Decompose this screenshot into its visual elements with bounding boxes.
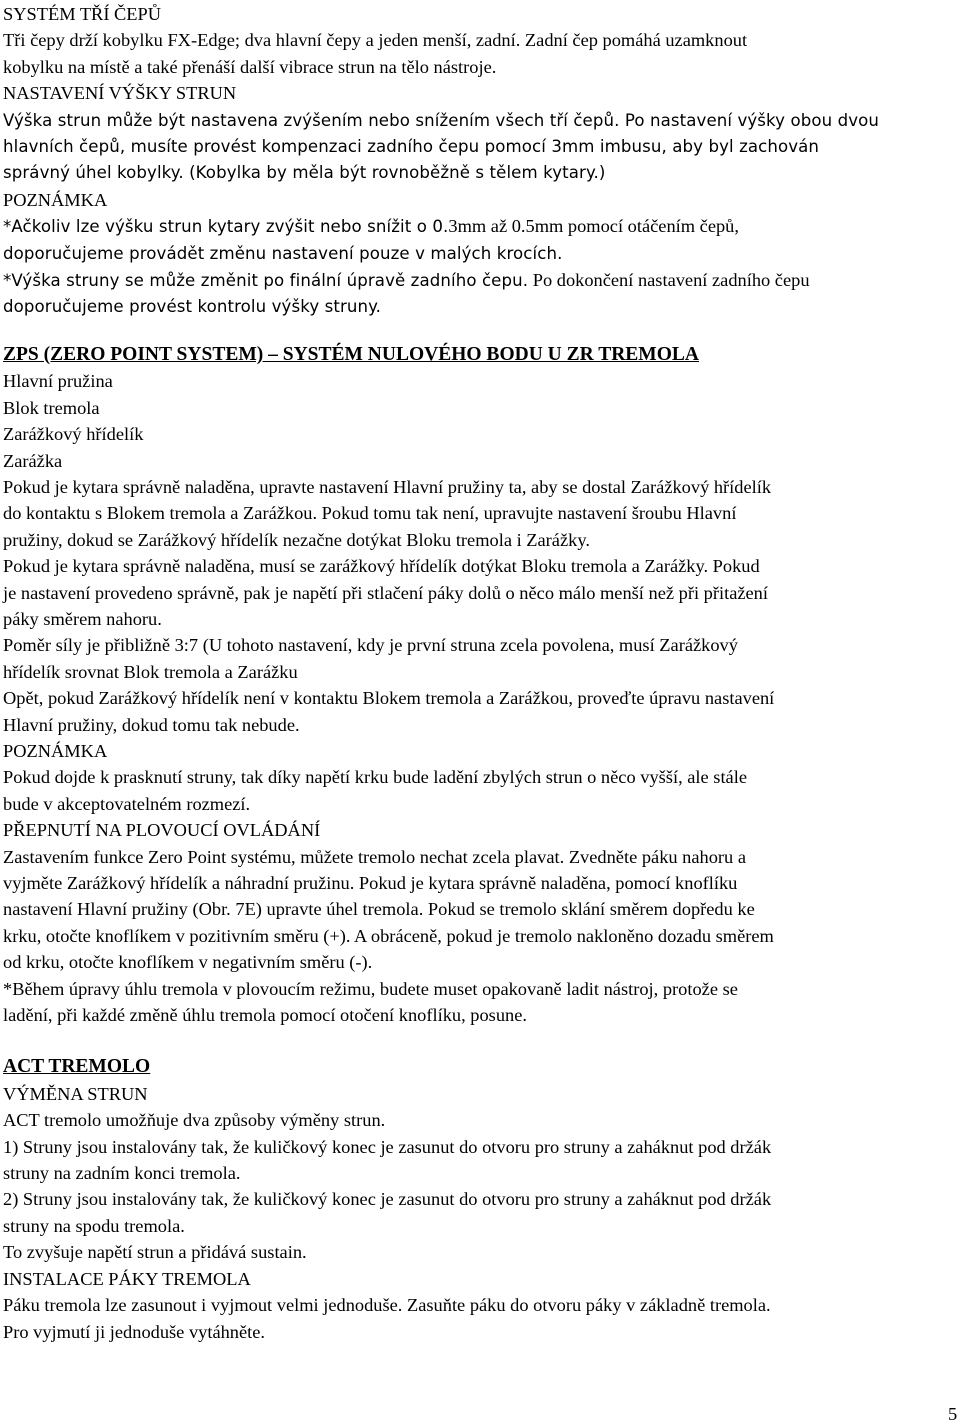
- subheading-floating-switch: PŘEPNUTÍ NA PLOVOUCÍ OVLÁDÁNÍ: [3, 820, 321, 841]
- paragraph-line: Pokud dojde k prasknutí struny, tak díky napětí krku bude ladění zbylých strun o něco vyšší, ale stále: [3, 767, 747, 788]
- paragraph-line: Pokud je kytara správně naladěna, upravte nastavení Hlavní pružiny ta, aby se dostal Zarážkový hřídelík: [3, 476, 772, 497]
- paragraph-line: Hlavní pružiny, dokud tomu tak nebude.: [3, 714, 300, 735]
- section-heading-zps: ZPS (ZERO POINT SYSTEM) – SYSTÉM NULOVÉHO BODU U ZR TREMOLA: [3, 343, 699, 365]
- paragraph-line: struny na spodu tremola.: [3, 1215, 185, 1236]
- paragraph-line: pružiny, dokud se Zarážkový hřídelík nezačne dotýkat Bloku tremola i Zarážky.: [3, 529, 590, 550]
- paragraph-line: kobylku na místě a také přenáší další vibrace strun na tělo nástroje.: [3, 56, 497, 77]
- paragraph-line: ladění, při každé změně úhlu tremola pomocí otočení knoflíku, posune.: [3, 1005, 527, 1026]
- part-label: Blok tremola: [3, 397, 100, 418]
- paragraph-line: Poměr síly je přibližně 3:7 (U tohoto nastavení, kdy je první struna zcela povolena, musí Zarážkový: [3, 635, 738, 656]
- part-label: Zarážka: [3, 450, 63, 471]
- paragraph-line: Tři čepy drží kobylku FX-Edge; dva hlavní čepy a jeden menší, zadní. Zadní čep pomáhá uzamknout: [3, 30, 748, 51]
- paragraph-line: Pro vyjmutí ji jednoduše vytáhněte.: [3, 1321, 266, 1342]
- paragraph-line: je nastavení provedeno správně, pak je napětí při stlačení páky dolů o něco málo menší než při přitažení: [3, 582, 768, 603]
- paragraph-line: 1) Struny jsou instalovány tak, že kuličkový konec je zasunut do otvoru pro struny a zaháknut pod držák: [3, 1136, 772, 1157]
- paragraph-line: *Během úpravy úhlu tremola v plovoucím režimu, budete muset opakovaně ladit nástroj, protože se: [3, 978, 738, 999]
- paragraph-line: hřídelík srovnat Blok tremola a Zarážku: [3, 661, 298, 682]
- paragraph-line: do kontaktu s Blokem tremola a Zarážkou. Pokud tomu tak není, upravujte nastavení šroubu Hlavní: [3, 503, 737, 524]
- paragraph-line: Páku tremola lze zasunout i vyjmout velmi jednoduše. Zasuňte páku do otvoru páky v základně tremola.: [3, 1295, 771, 1316]
- note-heading: POZNÁMKA: [3, 189, 108, 210]
- text-run: *Výška struny se může změnit po finální úpravě zadního čepu.: [3, 271, 529, 291]
- paragraph-line: krku, otočte knoflíkem v pozitivním směru (+). A obráceně, pokud je tremolo nakloněno dozadu směrem: [3, 925, 774, 946]
- text-run: Výška strun může být nastavena zvýšením nebo snížením všech tří čepů.: [3, 110, 620, 130]
- text-run: Po nastavení výšky obou dvou: [619, 110, 880, 130]
- paragraph-line: struny na zadním konci tremola.: [3, 1163, 241, 1184]
- paragraph-line: [3, 107, 958, 134]
- part-label: Zarážkový hřídelík: [3, 424, 144, 445]
- subheading-arm-install: INSTALACE PÁKY TREMOLA: [3, 1268, 251, 1289]
- text-run: 3mm až 0.5mm pomocí otáčením čepů,: [448, 216, 739, 237]
- paragraph-line: Zastavením funkce Zero Point systému, můžete tremolo nechat zcela plavat. Zvedněte páku nahoru a: [3, 846, 747, 867]
- paragraph-line: To zvyšuje napětí strun a přidává sustain.: [3, 1242, 307, 1263]
- paragraph-line: Opět, pokud Zarážkový hřídelík není v kontaktu Blokem tremola a Zarážkou, proveďte úpravu nastavení: [3, 688, 775, 709]
- paragraph-line: páky směrem nahoru.: [3, 608, 162, 629]
- paragraph-line: ACT tremolo umožňuje dva způsoby výměny strun.: [3, 1110, 386, 1131]
- note-heading: POZNÁMKA: [3, 740, 108, 761]
- section-heading-three-pin-system: SYSTÉM TŘÍ ČEPŮ: [3, 4, 162, 24]
- paragraph-line: vyjměte Zarážkový hřídelík a náhradní pružinu. Pokud je kytara správně naladěna, pomocí knoflíku: [3, 873, 738, 893]
- paragraph-line: [3, 213, 958, 240]
- document-page: [3, 1, 958, 1345]
- paragraph-line: 2) Struny jsou instalovány tak, že kuličkový konec je zasunut do otvoru pro struny a zaháknut pod držák: [3, 1189, 772, 1210]
- subheading-string-change: VÝMĚNA STRUN: [3, 1083, 148, 1104]
- paragraph-line: správný úhel kobylky. (Kobylka by měla být rovnoběžně s tělem kytary.): [3, 163, 606, 183]
- paragraph-line: doporučujeme provést kontrolu výšky struny.: [3, 297, 382, 317]
- paragraph-line: hlavních čepů, musíte provést kompenzaci zadního čepu pomocí 3mm imbusu, aby byl zachován: [3, 137, 820, 157]
- text-run: *Ačkoliv lze výšku strun kytary zvýšit nebo snížit o 0.: [3, 217, 449, 237]
- part-label: Hlavní pružina: [3, 371, 113, 392]
- subheading-string-height: NASTAVENÍ VÝŠKY STRUN: [3, 83, 237, 104]
- paragraph-line: doporučujeme provádět změnu nastavení pouze v malých krocích.: [3, 243, 563, 263]
- paragraph-line: bude v akceptovatelném rozmezí.: [3, 793, 251, 814]
- paragraph-line: [3, 267, 958, 294]
- page-number: 5: [948, 1404, 958, 1424]
- text-run: Po dokončení nastavení zadního čepu: [528, 270, 810, 291]
- paragraph-line: Pokud je kytara správně naladěna, musí se zarážkový hřídelík dotýkat Bloku tremola a Zarážky. Pokud: [3, 556, 760, 577]
- section-heading-act-tremolo: ACT TREMOLO: [3, 1056, 151, 1078]
- paragraph-line: od krku, otočte knoflíkem v negativním směru (-).: [3, 952, 373, 973]
- paragraph-line: nastavení Hlavní pružiny (Obr. 7E) upravte úhel tremola. Pokud se tremolo sklání směrem dopředu ke: [3, 899, 755, 920]
